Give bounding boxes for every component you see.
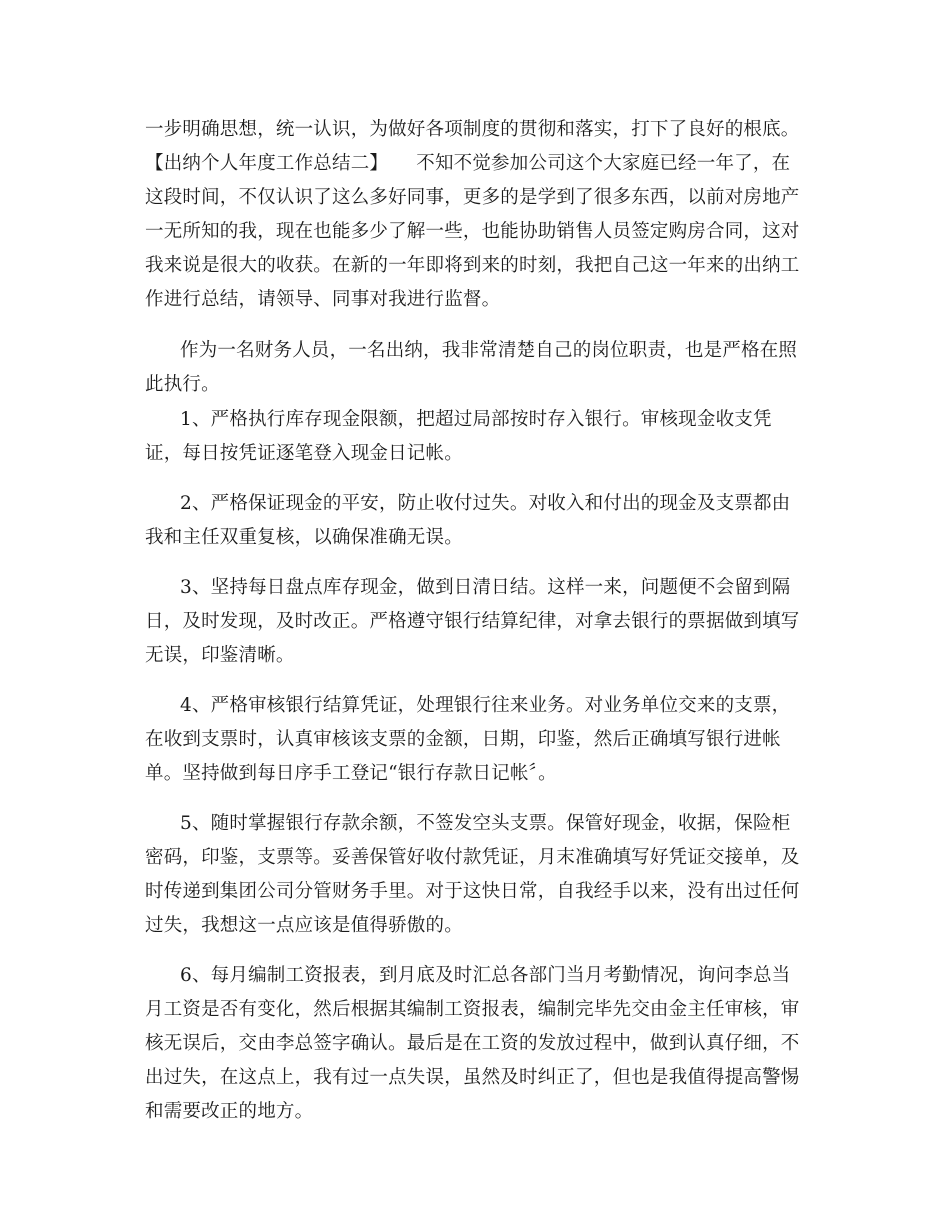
text-line: 此执行。 (145, 374, 220, 395)
text-line: 无误，印鉴清晰。 (145, 645, 295, 666)
section-heading-line: 【出纳个人年度工作总结二】 不知不觉参加公司这个大家庭已经一年了，在 (145, 153, 791, 174)
text-line: 一步明确思想，统一认识，为做好各项制度的贯彻和落实，打下了良好的根底。 (145, 119, 800, 140)
text-line: 月工资是否有变化，然后根据其编制工资报表，编制完毕先交由金主任审核，审 (145, 999, 800, 1020)
text-line: 作进行总结，请领导、同事对我进行监督。 (145, 289, 501, 310)
list-item-4: 4、严格审核银行结算凭证，处理银行往来业务。对业务单位交来的支票， (180, 695, 791, 716)
text-line: 和需要改正的地方。 (145, 1101, 314, 1122)
text-line: 我和主任双重复核，以确保准确无误。 (145, 527, 463, 548)
text-line: 单。坚持做到每日序手工登记“银行存款日记帐〞。 (145, 763, 557, 784)
text-line: 我来说是很大的收获。在新的一年即将到来的时刻，我把自己这一年来的出纳工 (145, 255, 800, 276)
text-line: 日，及时发现，及时改正。严格遵守银行结算纪律，对拿去银行的票据做到填写 (145, 611, 800, 632)
list-item-2: 2、严格保证现金的平安，防止收付过失。对收入和付出的现金及支票都由 (180, 493, 791, 514)
text-line: 这段时间，不仅认识了这么多好同事，更多的是学到了很多东西，以前对房地产 (145, 187, 800, 208)
text-line: 过失，我想这一点应该是值得骄傲的。 (145, 915, 463, 936)
text-line: 一无所知的我，现在也能多少了解一些，也能协助销售人员签定购房合同，这对 (145, 221, 800, 242)
text-line: 时传递到集团公司分管财务手里。对于这快日常，自我经手以来，没有出过任何 (145, 881, 800, 902)
list-item-6: 6、每月编制工资报表，到月底及时汇总各部门当月考勤情况，询问李总当 (180, 965, 791, 986)
text-line: 出过失，在这点上，我有过一点失误，虽然及时纠正了，但也是我值得提高警惕 (145, 1067, 800, 1088)
list-item-5: 5、随时掌握银行存款余额，不签发空头支票。保管好现金，收据，保险柜 (180, 813, 791, 834)
list-item-3: 3、坚持每日盘点库存现金，做到日清日结。这样一来，问题便不会留到隔 (180, 577, 791, 598)
text-line: 证，每日按凭证逐笔登入现金日记帐。 (145, 443, 463, 464)
paragraph-start-line: 作为一名财务人员，一名出纳，我非常清楚自己的岗位职责，也是严格在照 (180, 340, 798, 361)
text-line: 核无误后，交由李总签字确认。最后是在工资的发放过程中，做到认真仔细，不 (145, 1033, 800, 1054)
list-item-1: 1、严格执行库存现金限额，把超过局部按时存入银行。审核现金收支凭 (180, 409, 772, 430)
text-line: 密码，印鉴，支票等。妥善保管好收付款凭证，月末准确填写好凭证交接单，及 (145, 847, 800, 868)
text-line: 在收到支票时，认真审核该支票的金额，日期，印鉴，然后正确填写银行进帐 (145, 729, 781, 750)
